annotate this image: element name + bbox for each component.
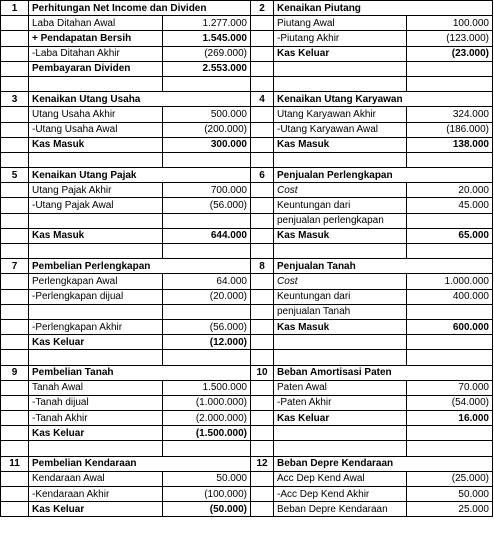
row-label: Kas Masuk — [274, 319, 407, 334]
row-value: 50.000 — [163, 471, 251, 486]
section-number: 8 — [251, 259, 274, 274]
spacer-cell — [1, 61, 29, 76]
section-title: Penjualan Tanah — [274, 259, 493, 274]
row-value: (54.000) — [407, 395, 493, 410]
row-label — [274, 335, 407, 350]
empty-cell — [29, 152, 163, 167]
row-value: (56.000) — [163, 319, 251, 334]
row-value: 400.000 — [407, 289, 493, 304]
spacer-cell — [251, 228, 274, 243]
spacer-cell — [251, 46, 274, 61]
row-value: 1.545.000 — [163, 31, 251, 46]
row-value: 45.000 — [407, 198, 493, 213]
row-label: -Utang Pajak Awal — [29, 198, 163, 213]
empty-cell — [274, 152, 407, 167]
section-number: 9 — [1, 365, 29, 380]
table-row — [1, 198, 493, 213]
row-value: (200.000) — [163, 122, 251, 137]
row-label: Beban Depre Kendaraan — [274, 502, 407, 517]
row-label — [274, 426, 407, 441]
empty-cell — [1, 350, 29, 365]
empty-cell — [407, 244, 493, 259]
empty-cell — [407, 76, 493, 91]
row-label: Kas Keluar — [29, 335, 163, 350]
row-label: Cost — [274, 274, 407, 289]
row-label: Cost — [274, 183, 407, 198]
row-value: (1.500.000) — [163, 426, 251, 441]
row-label: Kas Keluar — [274, 46, 407, 61]
table-row — [1, 183, 493, 198]
row-value: (23.000) — [407, 46, 493, 61]
row-label — [29, 304, 163, 319]
row-value: 50.000 — [407, 487, 493, 502]
spacer-cell — [1, 31, 29, 46]
section-title: Kenaikan Utang Usaha — [29, 92, 251, 107]
empty-cell — [163, 152, 251, 167]
spacer-cell — [251, 107, 274, 122]
spacer-cell — [251, 502, 274, 517]
row-value — [407, 335, 493, 350]
row-label: Keuntungan dari — [274, 198, 407, 213]
table-row — [1, 502, 493, 517]
section-title: Perhitungan Net Income dan Dividen — [29, 1, 251, 16]
spacer-cell — [251, 16, 274, 31]
section-header-row — [1, 1, 493, 16]
empty-cell — [1, 152, 29, 167]
table-row — [1, 335, 493, 350]
section-number: 4 — [251, 92, 274, 107]
empty-cell — [163, 441, 251, 456]
section-header-row — [1, 92, 493, 107]
empty-cell — [274, 76, 407, 91]
section-title: Pembelian Tanah — [29, 365, 251, 380]
empty-cell — [251, 350, 274, 365]
table-row — [1, 471, 493, 486]
row-label: -Paten Akhir — [274, 395, 407, 410]
section-number: 6 — [251, 168, 274, 183]
row-label: Kas Keluar — [29, 426, 163, 441]
row-value: 70.000 — [407, 380, 493, 395]
row-value: (56.000) — [163, 198, 251, 213]
row-label: Utang Usaha Akhir — [29, 107, 163, 122]
spacer-cell — [1, 335, 29, 350]
row-label: -Perlengkapan Akhir — [29, 319, 163, 334]
empty-cell — [251, 244, 274, 259]
row-value: 20.000 — [407, 183, 493, 198]
table-row — [1, 61, 493, 76]
row-value: 25.000 — [407, 502, 493, 517]
empty-cell — [1, 441, 29, 456]
section-header-row — [1, 259, 493, 274]
spacer-cell — [251, 411, 274, 426]
empty-cell — [163, 350, 251, 365]
empty-cell — [274, 350, 407, 365]
row-value — [407, 61, 493, 76]
section-number: 12 — [251, 456, 274, 471]
spacer-cell — [251, 137, 274, 152]
table-row — [1, 213, 493, 228]
row-label: -Tanah Akhir — [29, 411, 163, 426]
spacer-cell — [1, 213, 29, 228]
table-row — [1, 304, 493, 319]
separator-row — [1, 350, 493, 365]
empty-cell — [29, 350, 163, 365]
separator-row — [1, 441, 493, 456]
row-label: -Piutang Akhir — [274, 31, 407, 46]
row-value: (25.000) — [407, 471, 493, 486]
spacer-cell — [1, 411, 29, 426]
spacer-cell — [1, 183, 29, 198]
row-label: + Pendapatan Bersih — [29, 31, 163, 46]
table-row — [1, 274, 493, 289]
row-value: (269.000) — [163, 46, 251, 61]
spacer-cell — [1, 46, 29, 61]
row-value: (12.000) — [163, 335, 251, 350]
row-value: 1.000.000 — [407, 274, 493, 289]
spacer-cell — [251, 289, 274, 304]
section-title: Pembelian Perlengkapan — [29, 259, 251, 274]
row-label: -Tanah dijual — [29, 395, 163, 410]
row-value: 500.000 — [163, 107, 251, 122]
table-row — [1, 137, 493, 152]
empty-cell — [274, 441, 407, 456]
row-value: 2.553.000 — [163, 61, 251, 76]
row-value: (1.000.000) — [163, 395, 251, 410]
empty-cell — [1, 76, 29, 91]
row-label: -Utang Usaha Awal — [29, 122, 163, 137]
row-label: Kas Masuk — [274, 228, 407, 243]
spacer-cell — [251, 471, 274, 486]
empty-cell — [163, 76, 251, 91]
row-label: Pembayaran Dividen — [29, 61, 163, 76]
table-row — [1, 289, 493, 304]
row-value — [407, 426, 493, 441]
row-value: 300.000 — [163, 137, 251, 152]
section-number: 1 — [1, 1, 29, 16]
row-value: (2.000.000) — [163, 411, 251, 426]
spacer-cell — [251, 274, 274, 289]
spacer-cell — [1, 198, 29, 213]
spacer-cell — [1, 426, 29, 441]
empty-cell — [1, 244, 29, 259]
spacer-cell — [1, 122, 29, 137]
row-value: 600.000 — [407, 319, 493, 334]
row-value: (123.000) — [407, 31, 493, 46]
spacer-cell — [251, 380, 274, 395]
separator-row — [1, 152, 493, 167]
empty-cell — [251, 441, 274, 456]
row-value: 100.000 — [407, 16, 493, 31]
row-value: (100.000) — [163, 487, 251, 502]
section-header-row — [1, 168, 493, 183]
spacer-cell — [1, 487, 29, 502]
spacer-cell — [1, 319, 29, 334]
section-number: 10 — [251, 365, 274, 380]
row-value: 700.000 — [163, 183, 251, 198]
row-label: penjualan Tanah — [274, 304, 407, 319]
section-title: Kenaikan Utang Karyawan — [274, 92, 493, 107]
table-row — [1, 411, 493, 426]
row-value — [163, 304, 251, 319]
section-number: 5 — [1, 168, 29, 183]
table-row — [1, 380, 493, 395]
row-label: Acc Dep Kend Awal — [274, 471, 407, 486]
section-header-row — [1, 456, 493, 471]
section-title: Kenaikan Utang Pajak — [29, 168, 251, 183]
row-label: Laba Ditahan Awal — [29, 16, 163, 31]
table-row — [1, 228, 493, 243]
row-value: (50.000) — [163, 502, 251, 517]
spacer-cell — [1, 16, 29, 31]
section-title: Kenaikan Piutang — [274, 1, 493, 16]
row-label: penjualan perlengkapan — [274, 213, 407, 228]
spacer-cell — [251, 183, 274, 198]
spacer-cell — [251, 122, 274, 137]
empty-cell — [274, 244, 407, 259]
row-label: Kas Keluar — [274, 411, 407, 426]
row-value: 324.000 — [407, 107, 493, 122]
spacer-cell — [1, 502, 29, 517]
spacer-cell — [1, 274, 29, 289]
row-value: (20.000) — [163, 289, 251, 304]
row-label: -Kendaraan Akhir — [29, 487, 163, 502]
empty-cell — [29, 244, 163, 259]
spacer-cell — [1, 395, 29, 410]
row-value: 644.000 — [163, 228, 251, 243]
spacer-cell — [251, 198, 274, 213]
spacer-cell — [1, 137, 29, 152]
section-title: Penjualan Perlengkapan — [274, 168, 493, 183]
spacer-cell — [251, 213, 274, 228]
empty-cell — [251, 76, 274, 91]
section-header-row — [1, 365, 493, 380]
row-value: 1.500.000 — [163, 380, 251, 395]
empty-cell — [251, 152, 274, 167]
row-value: 1.277.000 — [163, 16, 251, 31]
row-label: Keuntungan dari — [274, 289, 407, 304]
row-label: Perlengkapan Awal — [29, 274, 163, 289]
row-label: Kendaraan Awal — [29, 471, 163, 486]
section-title: Pembelian Kendaraan — [29, 456, 251, 471]
row-label: Piutang Awal — [274, 16, 407, 31]
row-value: 64.000 — [163, 274, 251, 289]
row-label: Kas Masuk — [274, 137, 407, 152]
row-label — [274, 61, 407, 76]
row-label: Tanah Awal — [29, 380, 163, 395]
empty-cell — [163, 244, 251, 259]
spacer-cell — [1, 471, 29, 486]
table-row — [1, 16, 493, 31]
spacer-cell — [1, 107, 29, 122]
spacer-cell — [251, 319, 274, 334]
row-value: 16.000 — [407, 411, 493, 426]
table-row — [1, 122, 493, 137]
table-row — [1, 107, 493, 122]
table-row — [1, 31, 493, 46]
separator-row — [1, 244, 493, 259]
row-value — [163, 213, 251, 228]
spacer-cell — [1, 289, 29, 304]
row-label: -Acc Dep Kend Akhir — [274, 487, 407, 502]
table-row — [1, 395, 493, 410]
spacer-cell — [251, 487, 274, 502]
section-number: 11 — [1, 456, 29, 471]
spacer-cell — [1, 304, 29, 319]
table-row — [1, 426, 493, 441]
row-label: Kas Masuk — [29, 137, 163, 152]
row-label: Utang Karyawan Akhir — [274, 107, 407, 122]
empty-cell — [407, 350, 493, 365]
spacer-cell — [251, 335, 274, 350]
row-label — [29, 213, 163, 228]
row-label: -Laba Ditahan Akhir — [29, 46, 163, 61]
spacer-cell — [251, 395, 274, 410]
row-label: Utang Pajak Akhir — [29, 183, 163, 198]
table-row — [1, 487, 493, 502]
section-title: Beban Depre Kendaraan — [274, 456, 493, 471]
spacer-cell — [251, 304, 274, 319]
row-value: 65.000 — [407, 228, 493, 243]
section-number: 2 — [251, 1, 274, 16]
spacer-cell — [251, 426, 274, 441]
section-number: 7 — [1, 259, 29, 274]
row-value — [407, 213, 493, 228]
spacer-cell — [251, 31, 274, 46]
row-value — [407, 304, 493, 319]
table-row — [1, 46, 493, 61]
row-label: -Utang Karyawan Awal — [274, 122, 407, 137]
worksheet-body — [1, 1, 493, 517]
row-value: (186.000) — [407, 122, 493, 137]
spacer-cell — [1, 380, 29, 395]
row-label: -Perlengkapan dijual — [29, 289, 163, 304]
empty-cell — [407, 152, 493, 167]
row-value: 138.000 — [407, 137, 493, 152]
row-label: Kas Masuk — [29, 228, 163, 243]
separator-row — [1, 76, 493, 91]
empty-cell — [29, 441, 163, 456]
row-label: Paten Awal — [274, 380, 407, 395]
section-number: 3 — [1, 92, 29, 107]
table-row — [1, 319, 493, 334]
row-label: Kas Keluar — [29, 502, 163, 517]
spacer-cell — [251, 61, 274, 76]
section-title: Beban Amortisasi Paten — [274, 365, 493, 380]
empty-cell — [29, 76, 163, 91]
empty-cell — [407, 441, 493, 456]
spacer-cell — [1, 228, 29, 243]
